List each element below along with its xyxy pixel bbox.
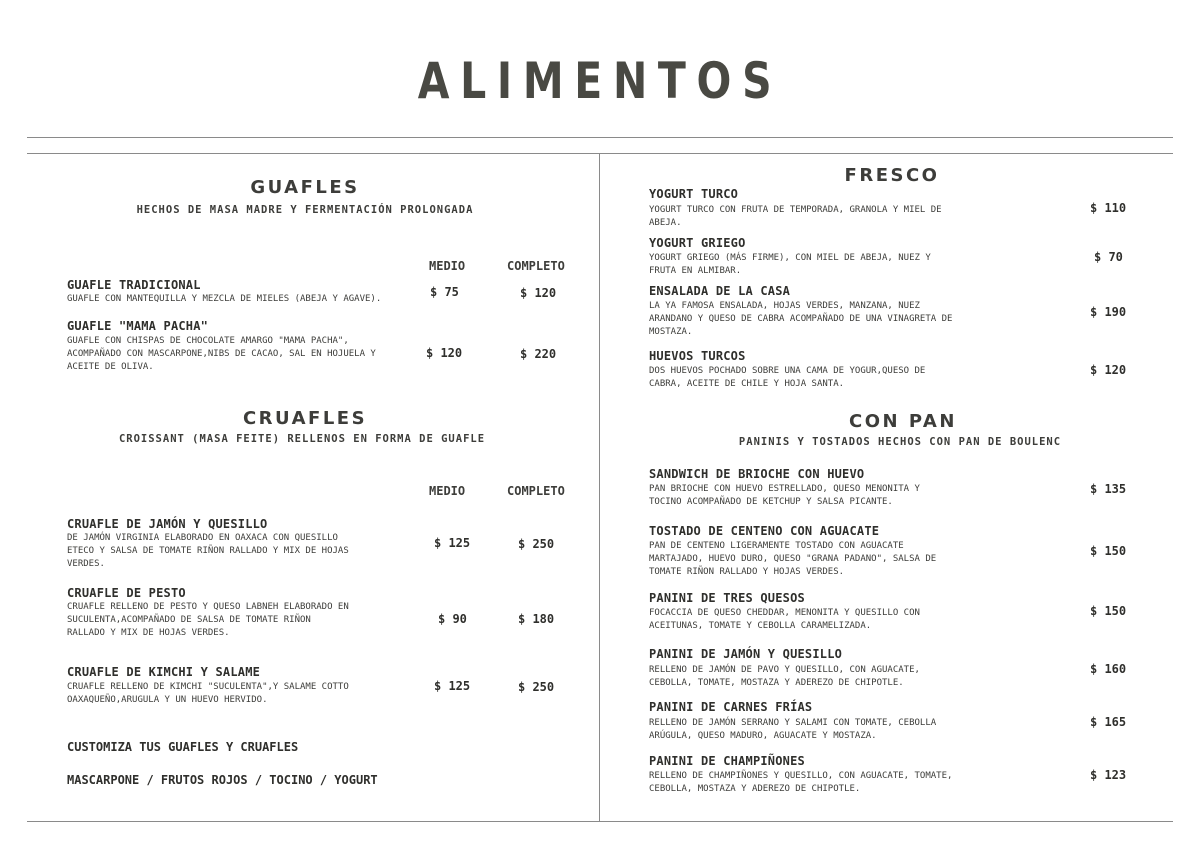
price: $ 190 xyxy=(1090,305,1127,319)
menu-item-description: DOS HUEVOS POCHADO SOBRE UNA CAMA DE YOGUR,QUESO DE CABRA, ACEITE DE CHILE Y HOJA SANTA. xyxy=(649,366,926,389)
menu-item-description: PAN BRIOCHE CON HUEVO ESTRELLADO, QUESO MENONITA Y TOCINO ACOMPAÑADO DE KETCHUP Y SALSA PICANTE. xyxy=(649,484,920,507)
menu-item-description: LA YA FAMOSA ENSALADA, HOJAS VERDES, MANZANA, NUEZ ARANDANO Y QUESO DE CABRA ACOMPAÑADO DE UNA VINAGRETA DE MOSTAZA. xyxy=(649,301,953,337)
divider-vertical xyxy=(599,154,600,822)
menu-item-name: TOSTADO DE CENTENO CON AGUACATE xyxy=(649,524,880,538)
price: $ 120 xyxy=(1090,363,1127,377)
price: $ 160 xyxy=(1090,662,1127,676)
price: $ 123 xyxy=(1090,768,1127,782)
section-subtitle: HECHOS DE MASA MADRE Y FERMENTACIÓN PROLONGADA xyxy=(136,204,474,216)
price-completo: $ 180 xyxy=(518,612,555,626)
column-header-completo: COMPLETO xyxy=(507,259,565,273)
menu-item-description: CRUAFLE RELLENO DE KIMCHI "SUCULENTA",Y SALAME COTTO OAXAQUEÑO,ARUGULA Y UN HUEVO HERVIDO. xyxy=(67,682,349,705)
menu-item-name: PANINI DE CHAMPIÑONES xyxy=(649,754,805,768)
price: $ 110 xyxy=(1090,201,1127,215)
price-completo: $ 220 xyxy=(520,347,557,361)
column-header-completo: COMPLETO xyxy=(507,484,565,498)
menu-item-description: GUAFLE CON CHISPAS DE CHOCOLATE AMARGO "MAMA PACHA", ACOMPAÑADO CON MASCARPONE,NIBS DE CACAO, SAL EN HOJUELA Y ACEITE DE OLIVA. xyxy=(67,336,376,372)
section-title: GUAFLES xyxy=(250,177,360,198)
section-subtitle: PANINIS Y TOSTADOS HECHOS CON PAN DE BOULENC xyxy=(738,436,1062,448)
divider-top-2 xyxy=(27,153,1173,154)
menu-item-description: RELLENO DE JAMÓN DE PAVO Y QUESILLO, CON AGUACATE, CEBOLLA, TOMATE, MOSTAZA Y ADEREZO DE CHIPOTLE. xyxy=(649,665,920,688)
price-medio: $ 90 xyxy=(438,612,467,626)
menu-item-description: RELLENO DE JAMÓN SERRANO Y SALAMI CON TOMATE, CEBOLLA ARÚGULA, QUESO MADURO, AGUACATE Y MOSTAZA. xyxy=(649,718,937,741)
menu-item-name: GUAFLE TRADICIONAL xyxy=(67,278,201,292)
menu-item-description: YOGURT TURCO CON FRUTA DE TEMPORADA, GRANOLA Y MIEL DE ABEJA. xyxy=(649,205,942,228)
menu-item-name: YOGURT TURCO xyxy=(649,187,739,201)
column-header-medio: MEDIO xyxy=(429,259,466,273)
price-medio: $ 75 xyxy=(430,285,459,299)
menu-item-name: ENSALADA DE LA CASA xyxy=(649,284,791,298)
menu-item-name: CRUAFLE DE PESTO xyxy=(67,586,186,600)
section-title: CRUAFLES xyxy=(242,408,368,429)
menu-item-description: RELLENO DE CHAMPIÑONES Y QUESILLO, CON AGUACATE, TOMATE, CEBOLLA, MOSTAZA Y ADEREZO DE CHIPOTLE. xyxy=(649,771,953,794)
column-header-medio: MEDIO xyxy=(429,484,466,498)
page-title: ALIMENTOS xyxy=(417,52,783,110)
price-completo: $ 250 xyxy=(518,537,555,551)
menu-item-name: PANINI DE TRES QUESOS xyxy=(649,591,805,605)
menu-item-description: CRUAFLE RELLENO DE PESTO Y QUESO LABNEH ELABORADO EN SUCULENTA,ACOMPAÑADO DE SALSA DE TOMATE RIÑON RALLADO Y MIX DE HOJAS VERDES. xyxy=(67,602,349,638)
menu-item-name: GUAFLE "MAMA PACHA" xyxy=(67,319,209,333)
menu-item-name: SANDWICH DE BRIOCHE CON HUEVO xyxy=(649,467,865,481)
price-completo: $ 120 xyxy=(520,286,557,300)
section-title: FRESCO xyxy=(844,165,940,186)
customize-options: MASCARPONE / FRUTOS ROJOS / TOCINO / YOGURT xyxy=(67,773,378,787)
menu-item-description: GUAFLE CON MANTEQUILLA Y MEZCLA DE MIELES (ABEJA Y AGAVE). xyxy=(67,294,382,304)
price-medio: $ 125 xyxy=(434,536,471,550)
divider-top xyxy=(27,137,1173,138)
price: $ 135 xyxy=(1090,482,1127,496)
price: $ 150 xyxy=(1090,604,1127,618)
menu-item-description: FOCACCIA DE QUESO CHEDDAR, MENONITA Y QUESILLO CON ACEITUNAS, TOMATE Y CEBOLLA CARAMELIZADA. xyxy=(649,608,920,631)
price-medio: $ 120 xyxy=(426,346,463,360)
price: $ 150 xyxy=(1090,544,1127,558)
menu-item-name: PANINI DE JAMÓN Y QUESILLO xyxy=(649,647,843,661)
menu-item-name: PANINI DE CARNES FRÍAS xyxy=(649,700,813,714)
divider-bottom xyxy=(27,821,1173,822)
price: $ 70 xyxy=(1094,250,1123,264)
price-medio: $ 125 xyxy=(434,679,471,693)
menu-item-description: PAN DE CENTENO LIGERAMENTE TOSTADO CON AGUACATE MARTAJADO, HUEVO DURO, QUESO "GRANA PADANO", SALSA DE TOMATE RIÑON RALLADO Y HOJAS VERDES. xyxy=(649,541,937,577)
price: $ 165 xyxy=(1090,715,1127,729)
price-completo: $ 250 xyxy=(518,680,555,694)
menu-item-name: CRUAFLE DE JAMÓN Y QUESILLO xyxy=(67,517,268,531)
menu-item-name: CRUAFLE DE KIMCHI Y SALAME xyxy=(67,665,261,679)
menu-item-description: DE JAMÓN VIRGINIA ELABORADO EN OAXACA CON QUESILLO ETECO Y SALSA DE TOMATE RIÑON RALLADO Y MIX DE HOJAS VERDES. xyxy=(67,533,349,569)
section-subtitle: CROISSANT (MASA FEITE) RELLENOS EN FORMA DE GUAFLE xyxy=(118,433,486,445)
menu-item-description: YOGURT GRIEGO (MÁS FIRME), CON MIEL DE ABEJA, NUEZ Y FRUTA EN ALMIBAR. xyxy=(649,253,931,276)
customize-title: CUSTOMIZA TUS GUAFLES Y CRUAFLES xyxy=(67,740,299,754)
menu-item-name: YOGURT GRIEGO xyxy=(649,236,746,250)
menu-item-name: HUEVOS TURCOS xyxy=(649,349,746,363)
section-title: CON PAN xyxy=(849,411,957,432)
